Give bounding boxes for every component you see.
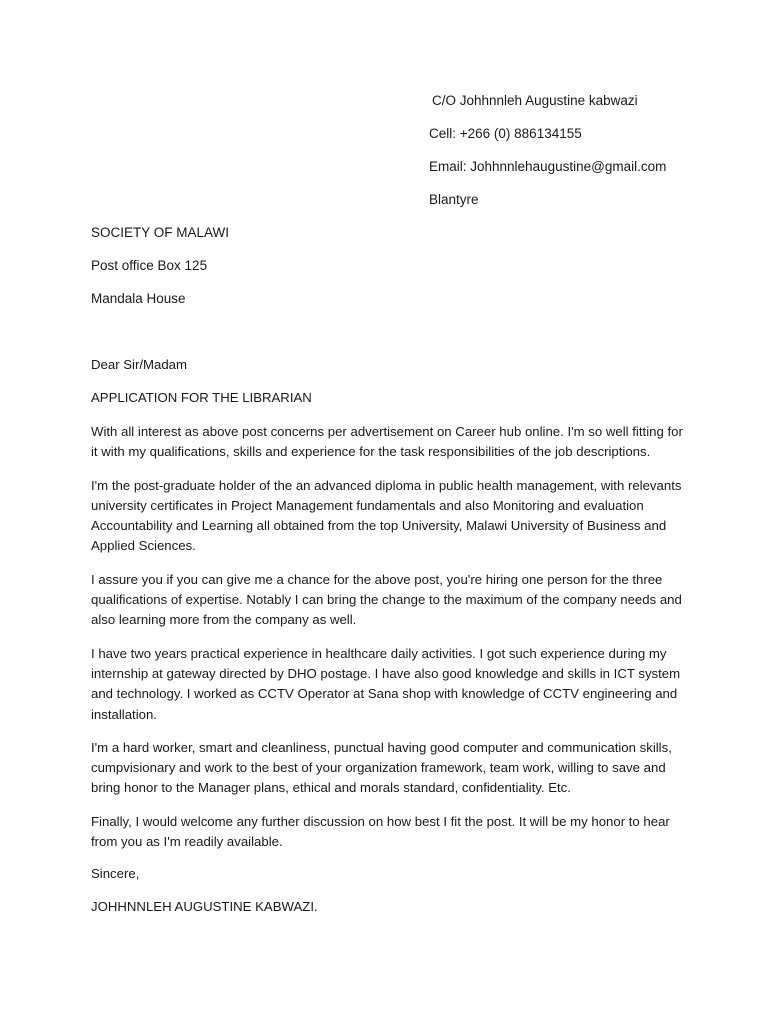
- body-paragraph-3: I assure you if you can give me a chance for the above post, you're hiring one person for the three qualifications of expertise. Notably I can bring the change to the maximum of the company needs and also learning more from the company as well.: [91, 571, 682, 628]
- sender-email-line: Email: Johhnnlehaugustine@gmail.com: [429, 159, 667, 174]
- signature-name: JOHHNNLEH AUGUSTINE KABWAZI.: [91, 899, 318, 915]
- recipient-box: Post office Box 125: [91, 258, 208, 273]
- body-paragraph-5: I'm a hard worker, smart and cleanliness, punctual having good computer and communication skills, cumpvisionary and work to the best of your organization framework, team work, willing to save and bring honor to the Manager plans, ethical and morals standard, confidentiality. Etc.: [91, 739, 672, 796]
- body-paragraph-4: I have two years practical experience in healthcare daily activities. I got such experience during my internship at gateway directed by DHO postage. I have also good knowledge and skills in ICT system and technology. I worked as CCTV Operator at Sana shop with knowledge of CCTV engineering and installation.: [91, 645, 681, 722]
- body-paragraph-1: With all interest as above post concerns per advertisement on Career hub online. I'm so well fitting for it with my qualifications, skills and experience for the task responsibilities of the job descriptions.: [91, 424, 683, 460]
- recipient-org: SOCIETY OF MALAWI: [91, 225, 230, 240]
- body-paragraph-6: Finally, I would welcome any further discussion on how best I fit the post. It will be my honor to hear from you as I'm readily available.: [91, 813, 670, 850]
- sender-cell-line: Cell: +266 (0) 886134155: [429, 126, 582, 141]
- sender-co-line: C/O Johhnnleh Augustine kabwazi: [432, 93, 638, 108]
- body-paragraph-2: I'm the post-graduate holder of the an advanced diploma in public health management, with relevants university certificates in Project Management fundamentals and also Monitoring and evaluation Accountability and Learning all obtained from the top University, Malawi University of Business and Applied Sciences.: [91, 477, 682, 554]
- letter-subject: APPLICATION FOR THE LIBRARIAN: [91, 390, 312, 405]
- letter-body: [91, 356, 691, 916]
- recipient-address-block: [91, 224, 229, 323]
- salutation: Dear Sir/Madam: [91, 357, 188, 372]
- sender-city-line: Blantyre: [429, 192, 479, 207]
- closing: Sincere,: [91, 866, 140, 882]
- recipient-building: Mandala House: [91, 291, 186, 306]
- sender-address-block: [429, 92, 666, 224]
